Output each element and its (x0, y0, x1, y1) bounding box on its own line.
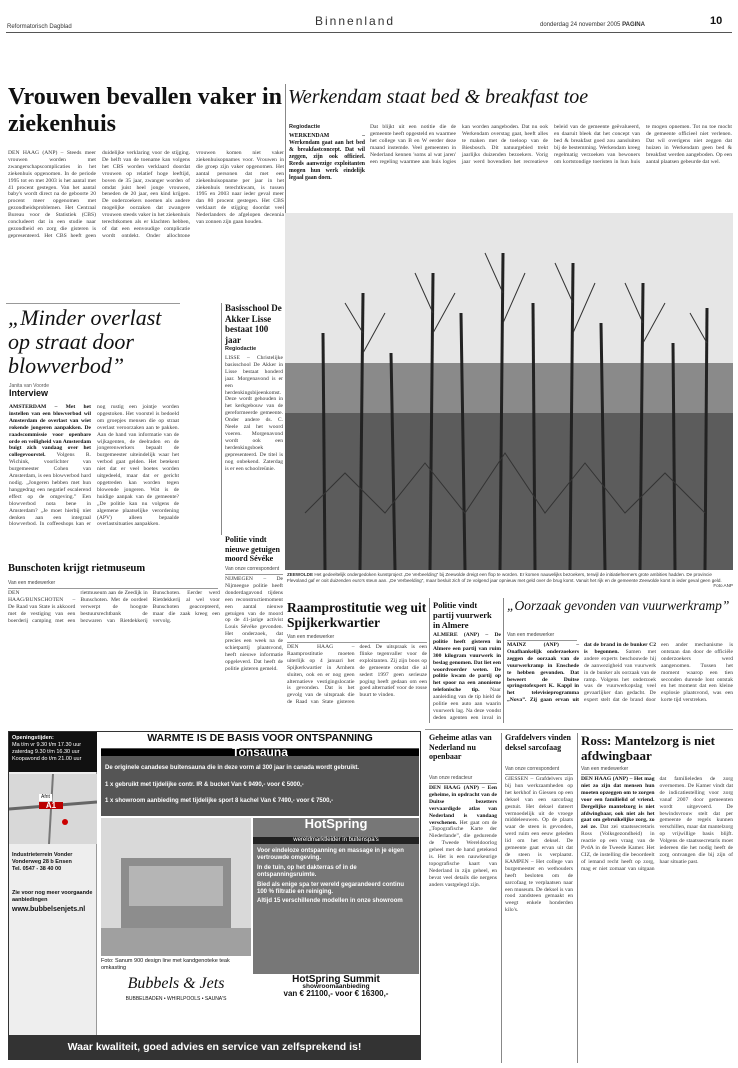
ad-tonsauna-offer-1: 1 x gebruikt met tijdelijke contr. IR & bucket Van € 9490,- voor € 5000,- (105, 782, 304, 788)
mantelzorg-body-text: Dat zei staatssecretaris Ross (Volksgezondheid) in reactie op een vraag van de PvdA in de Tweede Kamer. Het CIZ, de instelling die beoordeelt of iemand recht heeft op zorg, mag er niet zomaar van uitgaan dat familieleden de zorg overnemen. De Kamer vindt dat de indicatiestelling voor zorg vanaf 2007 door gemeenten wordt uitgevoerd. De bewindsvrouw stelt dat per gemeente de regels kunnen verschillen, maar dat mantelzorg op vrijwillige basis blijft. Volgens de staatssecretaris moet iedereen die het nodig heeft de zorg ontvangen die bij zijn of haar situatie past. (581, 776, 733, 872)
ad-tonsauna-title: Tonsauna (101, 749, 419, 756)
headline-prostitutie: Raamprostitutie weg uit Spijkerkwartier (287, 600, 427, 630)
masthead-page-label: PAGINA (622, 22, 645, 28)
mantelzorg-byline: Van een medewerker (581, 766, 651, 775)
atlas-byline: Van onze redacteur (429, 775, 497, 784)
werkendam-kicker: Regiodactie (289, 124, 321, 130)
ad-logo (101, 972, 251, 1026)
basisschool-body-text: LISSE – Christelijke basisschool De Akker in Lisse bestaat honderd jaar. Morgenavond is er een herdenkingsbijeenkomst. Deze wordt gehouden in het kerkgebouw van de gereformeerde gemeente. Onder andere ds. C. Neele zal het woord voeren. Morgenavond wordt ook een herdenkingsboek gepresenteerd. De titel is nog onbekend. Zaterdag is er een schoolreünie. (225, 355, 283, 472)
ad-headline: WARMTE IS DE BASIS VOOR ONTSPANNING (147, 732, 373, 744)
rule-bottom-section (425, 729, 733, 730)
headline-rietmuseum: Bunschoten krijgt rietmuseum (8, 563, 146, 574)
ad-opening-2: zaterdag 9.30 t/m 16.30 uur (12, 749, 80, 755)
headline-basisschool: Basisschool De Akker Lisse bestaat 100 jaar (225, 303, 282, 345)
sauna-illustration (101, 818, 251, 956)
ad-tonsauna-offer-2: 1 x showroom aanbieding met tijdelijke sport 8 kachel Van € 7490,- voor € 7500,- (105, 798, 334, 804)
basisschool-body (225, 355, 283, 485)
grafdelvers-body-text: GIESSEN – Grafdelvers zijn bij hun werkzaamheden op het kerkhof in Giessen op een deksel van een sarcofaag gestuit. Het deksel dateert vermoedelijk uit de vroege middeleeuwen. Op de plaats waar de steen is gevonden, werd ruim een eeuw geleden lid om het deksel. De gemeente gaat ervan uit dat de steen is verplaatst. KAMPEN – Het college van burgemeester en wethouders heeft besloten om de sarcofaag te verplaatsen naar een museum. De deksel is van rood zandsteen gemaakt en weegt enkele honderden kilo's. (505, 776, 573, 914)
ad-hotspring-item: Bied als enige spa ter wereld gegarandeerd continu 100 % filtratie en reiniging. (257, 881, 405, 896)
photo-credit: Foto ANP (713, 583, 733, 589)
ad-website-link[interactable]: www.bubbelsenjets.nl (12, 906, 86, 913)
photo-caption (287, 572, 733, 589)
ad-address-1: Industrieterrein Vonder (12, 852, 73, 858)
ad-hotspring-list (257, 848, 415, 906)
divider-grafdelvers (501, 733, 502, 1063)
headline-ziekenhuis: Vrouwen bevallen vaker in ziekenhuis (8, 84, 283, 137)
ad-opening-1: Ma t/m vr 9.30 t/m 17.30 uur (12, 742, 82, 748)
rietmuseum-body-text: DEN HAAG/BUNSCHOTEN – De Raad van State is akkoord met de vestiging van een boerderij camping met een rietmuseum aan de Zeedijk in Bunschoten. Met de oordeel verwerpt de hoogste bestuursrechtbank de bezwaren van Rietdekkerij Bunschoten. Eerder werd Rietdekkerij al wel voor Bunschoten geaccepteerd, maar die zaak kreeg een vervolg. (8, 590, 220, 624)
ad-tonsauna-block (101, 745, 419, 816)
masthead-date-text: donderdag 24 november 2005 (540, 22, 621, 28)
ad-logo-sub: BUBBELBADEN • WHIRLPOOLS • SAUNA'S (125, 996, 227, 1002)
ad-exit-label: Afrit (41, 794, 50, 800)
divider-mantelzorg (577, 733, 578, 1063)
ad-address-3: Tel. 0547 - 38 40 00 (12, 866, 62, 873)
photo-caption-label: ZEEWOLDE (287, 572, 314, 577)
masthead-rule (6, 32, 732, 33)
ad-hotspring-item: Voor eindeloze ontspanning en massage in je eigen vertrouwde omgeving. (257, 848, 404, 862)
almere-body (433, 632, 501, 722)
trees-photo (285, 213, 733, 570)
ziekenhuis-body-text: DEN HAAG (ANP) – Steeds meer vrouwen worden met zwangerschapscomplicaties in het ziekenhuis opgenomen. In de periode 1995 tot en met 2003 is het aantal met 41 procent gestegen. Van het aantal baby's wordt direct na de geboorte 20 procent meer opgenomen met gezondheidsproblemen. Het Centraal Bureau voor de Statistiek (CBS) concludeert dat in een studie naar gezondheid en zorg die gisteren is gepresenteerd. Het CBS heeft geen duidelijke verklaring voor de stijging. De helft van de toename kan volgens het CBS worden verklaard doordat vrouwen op relatief hoge leeftijd, boven de 35 jaar, zwanger worden of omdat juist heel jonge vrouwen, beneden de 20 jaar, een kind krijgen. De onderzoekers noemen als andere mogelijke oorzaken dat zwangere vrouwen steeds vaker in het ziekenhuis terechtkomen als er klachten hebben, of dat een eenvoudige complicatie wordt ontdekt. Onder allochtone vrouwen komen niet vaker ziekenhuisopnames voor. Vrouwen in die groep zijn vaker opgenomen. Het aantal personen dat met een ziekenhuisopname per jaar in het ziekenhuis terechtkwam, is tussen 1995 en 2003 naar ieder geval meer dan 80 procent gestegen. Het CBS verklaart de stijging doordat veel Nederlanders de afgelopen decennia van zonnen zijn gaan houden. (8, 150, 284, 239)
atlas-body-text: Het gaat om de „Topografische Karte der Niederlande”, die gedurende de Tweede Wereldoorlog geheel met de hand getekend is. Het is een nauwkeurige topografische kaart van Nederland in zijn geheel, en bevat veel details die nergens anders vastgelegd zijn. (429, 819, 497, 888)
masthead-date (540, 22, 645, 29)
divider-vuurwerkramp (503, 598, 504, 723)
overlast-body-text: Volgens R. Wichink, voorlichter van burgemeester Cohen van Amsterdam, is een blowverbod hard nodig. „Jongeren hebben met hun hanggedrag een negatief escalerend effect op de omgeving.” Een blowverbod nota bene in Amsterdam? „Je moet hierbij niet denken aan een integraal blowverbod. In coffeeshops kan er nog rustig een jointje worden opgestoken. Het voorstel is bedoeld om groepjes mensen die op straat overlast veroorzaken aan te pakken. Aan de hand van informatie van de wijkagenten, de deelraden en de jongerenwerkers bepaalt de burgemeester uiteindelijk waar het verbod gaat gelden. Het betekent niet dat er veel boetes worden uitgedeeld, maar dat er gericht opgetreden kan worden tegen blowende jongeren. Wat is de huidige aanpak van de gemeente? „De politie kan nu volgens de algemene plaatselijke verordening (APV) alleen bepaalde overlastsituaties aanpakken. (9, 404, 179, 528)
seveke-body (225, 576, 283, 686)
vuurwerkramp-byline: Van een medewerker (507, 632, 577, 641)
ad-hotspring-item: Altijd 15 verschillende modellen in onze showroom (257, 898, 403, 905)
rietmuseum-body (8, 590, 220, 690)
vuurwerkramp-lead: MAINZ (ANP) – Onafhankelijk onderzoekers zeggen de oorzaak van de vuurwerkramp in Enschede te hebben gevonden. Dat beweert de Duitse springstofexpert K. Kappl in het televisieprogramma „Nova”. Zij gaan ervan uit dat de brand in de bunker C2 is begonnen. (507, 642, 656, 704)
ad-hotspring-title: HotSpring (304, 816, 368, 831)
werkendam-intro-text: WERKENDAM – Werkendam gaat aan het bed & breakfastconcept. Dat wil zeggen, zijn ook officieel. Reeds aanwezige exploitanten mogen hun werk eindelijk legaal gaan doen. (289, 133, 365, 181)
headline-grafdelvers: Grafdelvers vinden deksel sarcofaag (505, 733, 571, 752)
grafdelvers-byline: Van onze correspondent (505, 766, 573, 775)
rule-overlast (6, 303, 180, 304)
ad-photo-caption: Foto: Sanum 900 design line met kandgenoteke teak omkasting (101, 958, 230, 971)
advertisement (8, 731, 421, 1060)
headline-politie-seveke: Politie vindt nieuwe getuigen moord Sévéke (225, 535, 280, 563)
ad-product-photo (101, 818, 251, 956)
divider-basisschool (221, 303, 222, 535)
atlas-body (429, 785, 497, 1060)
ad-highway-shield: A1 (39, 802, 63, 809)
almere-body-text: Naar aanleiding van de tip hield de politie een auto aan waarin vuurwerk lag. Na deze vondst deden agenten een inval in (433, 687, 501, 721)
overlast-label: Interview (9, 388, 49, 398)
headline-mantelzorg: Ross: Mantelzorg is niet afdwingbaar (581, 733, 715, 763)
page-number: 10 (710, 15, 723, 27)
mantelzorg-lead: DEN HAAG (ANP) – Het mag niet zo zijn dat mensen hun moeten opzeggen om te zorgen voor een familielid of vriend. Dergelijke mantelzorg is niet afdwingbaar, ook niet als het gaat om gebruikelijke zorg, zo zei ze. (581, 776, 655, 831)
seveke-byline: Van onze correspondent (225, 566, 283, 575)
ad-address-2: Vonderweg 28 b Ensen (12, 859, 72, 866)
ad-opening-title: Openingstijden: (12, 735, 54, 741)
headline-werkendam: Werkendam staat bed & breakfast toe (288, 86, 589, 108)
ad-hotspring-block (253, 818, 419, 974)
werkendam-body-text: Dat blijkt uit een notitie die de gemeente heeft opgesteld en waarmee het college van B en W eerder deze maand instemde. Veel gemeenten in Nederland kennen 'soms al wat jaren' een regeling waarmee aan huis logies kan worden aangeboden. Dat nu ook Werkendam overstag gaat, heeft alles te maken met de toeloop van de Biesbosch. Dit natuurgebied trekt jaarlijks duizenden bezoekers. Vorig jaar werd bovendien het recreatieve beleid van de gemeente geëvalueerd, en daaruit bleek dat het concept van bed & breakfast goed zou aansluiten bij de bestemming. Werkendam kreeg regelmatig verzoeken van bewoners om kortstondige toeristen in hun huis te mogen opnemen. Tot nu toe mocht de gemeente officieel niet verlenen. Dat wil overigens niet zeggen dat huizen in Werkendam geen bed & breakfast werden aangeboden. Op een aantal plaatsen gebeurde dat wel. (370, 124, 732, 165)
article-ziekenhuis-body (8, 150, 284, 298)
ad-summit-sub: showroomaanbieding (302, 983, 370, 991)
atlas-lead: DEN HAAG (ANP) – Een geheime, in opdracht van de Duitse bezetters vervaardigde atlas van Nederland is vandaag verschenen. (429, 785, 497, 826)
almere-lead: ALMERE (ANP) – De politie heeft gisteren in Almere een partij van ruim 300 kilogram vuurwerk in beslag genomen. Dat liet een woordvoerder weten. De politie kwam de partij op het spoor na een anonieme telefonische tip. (433, 632, 501, 694)
ad-more-info: Zie voor nog meer voorgaande aanbiedingen (12, 890, 93, 903)
headline-atlas: Geheime atlas van Nederland nu openbaar (429, 733, 492, 761)
ad-tonsauna-text: De originele canadese buitensauna die in deze vorm al 300 jaar in canada wordt gebruikt. (105, 765, 360, 771)
headline-overlast: „Minder overlast op straat door blowverbod” (8, 305, 162, 378)
photo-zeewolde (285, 213, 733, 570)
prostitutie-byline: Van een medewerker (287, 634, 427, 643)
ad-hotspring-item: In de tuin, op het dakterras of in de ontspanningsruimte. (257, 864, 357, 879)
ad-logo-text: Bubbels & Jets (127, 975, 225, 992)
ad-opening-3: Koopavond do t/m 21.00 uur (12, 756, 82, 762)
ad-summit-block (253, 976, 419, 1024)
mantelzorg-body (581, 776, 733, 1060)
prostitutie-body (287, 644, 427, 722)
seveke-body-text: NIJMEGEN – De Nijmeegse politie heeft donderdagavond tijdens een reconstructiemoment een aantal nieuwe getuigen van de moord op de 41-jarige activist Louis Sévéke gevonden. Het onderzoek, dat precies een week na de schietpartij plaatsvond, heeft nieuwe informatie opgeleverd. Dat heeft de politie gisteren gemeld. (225, 576, 283, 672)
vuurwerkramp-body-text: Samen met andere experts beschouwde hij de aanwezigheid van vuurwerk in de bunker als oorzaak van de ramp. Volgens het onderzoek was de vuurwerkopslag veel gevaarlijker dan gedacht. De expert stelt dat de brand door een ander mechanisme is ontstaan dan door de officiële onderzoekers werd aangenomen. Tussen het moment waarop een tien seconden durende lont ontstak en het moment dat een kleine explosie plaatsvond, was een korte tijd verstreken. (584, 642, 733, 704)
werkendam-body (370, 124, 732, 210)
ad-hotspring-sub: wereldmarktleider in buitenspa's (253, 837, 419, 844)
werkendam-intro (289, 133, 365, 193)
ad-summit-price: van € 21100,- voor € 16300,- (283, 989, 389, 999)
masthead-section: Binnenland (315, 14, 396, 28)
overlast-lead: AMSTERDAM – Met het instellen van een blowverbod wil Amsterdam de overlast van wiet rokende jongeren aanpakken. De raadscommissie voor openbare orde en veiligheid van Amsterdam buigt zich vandaag over het collegevoorstel. (9, 404, 91, 459)
prostitutie-body-text: DEN HAAG – Raamprostitutie moeten uiterlijk op 4 januari het Spijkerkwartier in Arnhem sluiten, ook en er nog geen alternatieve vestigingslocatie is gevonden. Dat is het gevolg van de uitspraak die de Raad van State gisteren deed. De uitspraak is een flinke tegenvaller voor de exploitanten. Zij zijn boos op de gemeente omdat die al sedert 1997 geen serieuze poging heeft gedaan om een goed alternatief voor de rosse buurt te vinden. (287, 644, 427, 706)
headline-vuurwerkramp: „Oorzaak gevonden van vuurwerkramp” (507, 598, 730, 613)
ad-sidebar (9, 732, 97, 1060)
ad-opening-box (9, 732, 97, 772)
grafdelvers-body (505, 776, 573, 1060)
masthead-paper: Reformatorisch Dagblad (7, 24, 72, 30)
divider-almere (429, 598, 430, 723)
overlast-body (9, 404, 179, 531)
overlast-author: Janita van Voorde (9, 383, 50, 389)
rietmuseum-byline: Van een medewerker (8, 580, 218, 589)
ad-address (12, 852, 96, 874)
headline-almere: Politie vindt partij vuurwerk in Almere (433, 600, 492, 630)
ad-summit-title: HotSpring Summit (292, 974, 380, 985)
basisschool-kicker: Regiodactie (225, 346, 257, 352)
photo-caption-text: Het gedeeltelijk ondergedoken kunstproject „De Verbeelding” bij Zeewolde dreigt een flop te worden. Er komen nauwelijks bezoekers, terwijl de initiatiefnemers grote ambities hadden. De provincie Flevoland gaf er ooit duizenden euro's steun aan. „De Verbeelding”, maar besluit zich of ze volgend jaar opnieuw met geld over de brug komt. Vanuit het rijk en de gemeente Zeewolde komt in ieder geval geen geld. (287, 572, 722, 583)
vuurwerkramp-body (507, 642, 733, 724)
ad-footer: Waar kwaliteit, goed advies en service van zelfsprekend is! (9, 1035, 420, 1059)
